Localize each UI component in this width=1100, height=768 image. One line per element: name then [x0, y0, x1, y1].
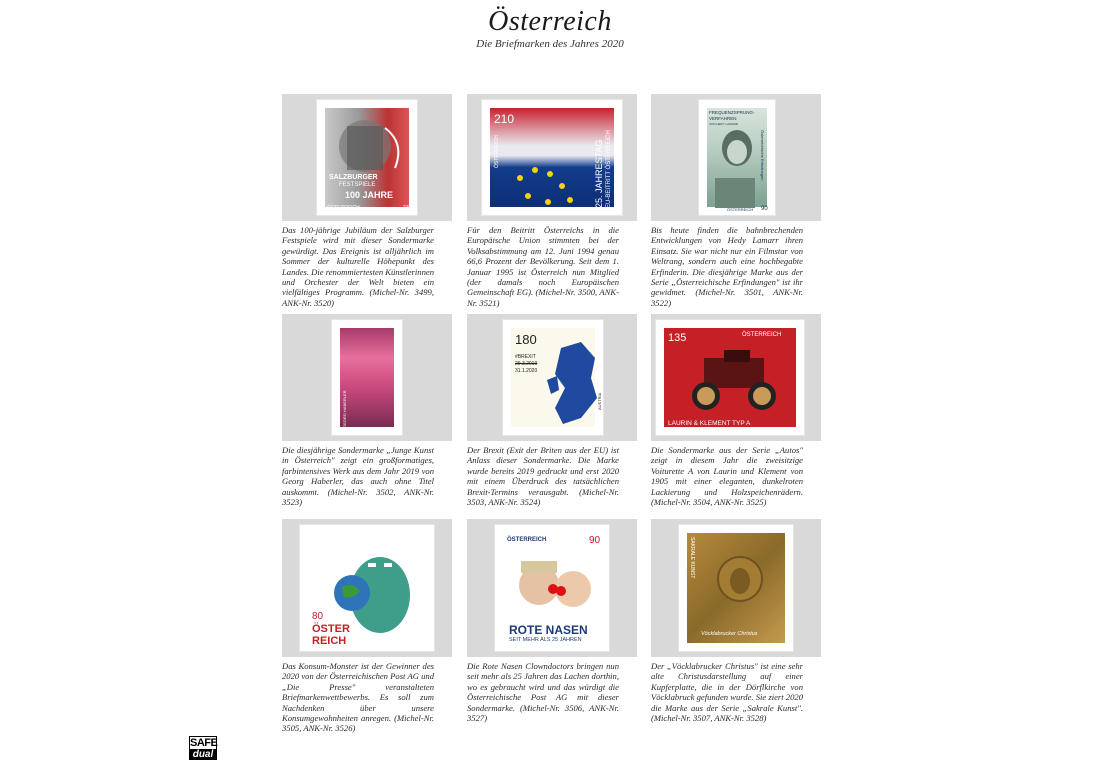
stamp-text: ÖSTERREICH 80	[395, 334, 400, 366]
stamp-caption: Bis heute finden die bahnbrechenden Entwicklungen von Hedy Lamarr ihren Einsatz. Sie war nicht nur ein Filmstar von Weltrang, sondern auch eine hochbegabte Erfinderin. Die diesjährige Marke aus der Serie „Österreichische Erfindungen" ist ihr gewidmet. (Michel-Nr. 3501, ANK-Nr. 3522)	[651, 225, 803, 308]
stamp-country: ÖSTER	[312, 623, 350, 635]
stamp-text: ROTE NASEN	[509, 623, 588, 637]
stamp-caption: Das 100-jährige Jubiläum der Salzburger Festspiele wird mit dieser Sondermarke gewürdigt. Das Ereignis ist alljährlich im Sommer der kulturelle Höhepunkt des Landes. Die renommiertesten Künstlerinnen und Orchester der Welt bieten ein vielfältiges Programm. (Michel-Nr. 3499, ANK-Nr. 3520)	[282, 225, 434, 308]
car-icon	[664, 328, 804, 435]
brand-logo	[189, 736, 217, 766]
stamp-caption: Das Konsum-Monster ist der Gewinner des 2020 von der Österreichischen Post AG und „Die Presse" veranstalteten Briefmarkenwettbewerbs. Es soll zum Nachdenken über unsere Konsumgewohnheiten anregen. (Michel-Nr. 3505, ANK-Nr. 3526)	[282, 661, 434, 734]
stamp-value: 270	[403, 205, 412, 211]
stamp-frame	[651, 314, 821, 441]
stamp-text: Vöcklabrucker Christus	[701, 631, 758, 637]
stamp-value: 90	[761, 206, 768, 212]
stamp-text: FREQUENZSPRUNG-	[709, 110, 755, 115]
stamp-caption: Der Brexit (Exit der Briten aus der EU) ist Anlass dieser Sondermarke. Die Marke wurde bereits 2019 gedruckt und erst 2020 mit einem Überdruck des tatsächlichen Brexit-Termins verausgabt. (Michel-Nr. 3503, ANK-Nr. 3524)	[467, 445, 619, 508]
stamp-value: 135	[668, 332, 687, 344]
stamp-value: 210	[494, 112, 515, 126]
logo-line1: SAFE	[190, 737, 218, 749]
stamp-rote-nasen[interactable]	[495, 525, 609, 651]
stamp-junge-kunst[interactable]	[332, 320, 402, 435]
stamp-eu-beitritt[interactable]	[482, 100, 622, 215]
stamp-text: 25. JAHRESTAG	[594, 139, 604, 208]
stamp-cell-christus	[651, 519, 821, 723]
stamp-text: EU-BEITRITT ÖSTERREICH	[606, 130, 612, 208]
stamp-frame	[467, 94, 637, 221]
page-subtitle: Die Briefmarken des Jahres 2020	[476, 38, 624, 50]
stamp-value: 80	[312, 611, 324, 622]
stamp-text: SEIT MEHR ALS 25 JAHREN	[509, 637, 582, 643]
stamp-country: ÖSTERREICH	[494, 135, 500, 168]
stamp-text: #BREXIT	[515, 354, 536, 360]
stamp-cell-auto	[651, 314, 821, 507]
stamp-frame	[282, 314, 452, 441]
stamp-cell-rote-nasen	[467, 519, 637, 723]
stamp-frame	[282, 519, 452, 657]
stamp-caption: Die Sondermarke aus der Serie „Autos" zeigt in diesem Jahr die zweisitzige Voiturette A von Laurin und Klement von 1905 mit einer eleganten, dunkelroten Lackierung und Holzspeichenrädern. (Michel-Nr. 3504, ANK-Nr. 3525)	[651, 445, 803, 508]
stamp-text: 31.1.2020	[515, 368, 538, 374]
stamp-country: ÖSTERREICH	[727, 207, 754, 212]
stamp-text: VON HEDY LAMARR	[709, 122, 738, 126]
stamp-text: 29.3.2019	[515, 361, 538, 367]
stamp-hedy-lamarr[interactable]	[699, 100, 775, 215]
stamp-text: VERFAHREN	[709, 116, 737, 121]
stamp-cell-salzburg	[282, 94, 452, 308]
stamp-country: REICH	[312, 635, 347, 647]
stamp-text: SALZBURGER	[329, 174, 378, 181]
stamp-brexit[interactable]	[503, 320, 603, 435]
logo-line2: dual	[189, 750, 217, 760]
stamp-caption: Für den Beitritt Österreichs in die Europäische Union stimmten bei der Volksabstimmung am 12. Juni 1994 genau 66,6 Prozent der Bevölkerung. Seit dem 1. Januar 1995 ist Österreich nun Mitglied (der damals noch Europäischen Gemeinschaft EG). (Michel-Nr. 3500, ANK-Nr. 3521)	[467, 225, 619, 308]
stamp-text: 100 JAHRE	[345, 190, 394, 200]
stamp-frame	[651, 94, 821, 221]
stamp-text: FESTSPIELE	[339, 182, 376, 188]
stamp-frame	[467, 519, 637, 657]
stamp-frame	[282, 94, 452, 221]
stamp-text: GEORG HABERLER	[342, 390, 347, 428]
stamp-text: Österreichische Erfindungen	[760, 130, 765, 181]
stamp-text: ÖSTERREICH 135	[783, 537, 789, 580]
stamp-text: SAKRALE KUNST	[689, 537, 695, 579]
stamp-value: 90	[589, 535, 601, 546]
stamp-voecklabrucker-christus[interactable]	[679, 525, 793, 651]
stamp-caption: Die diesjährige Sondermarke „Junge Kunst in Österreich" zeigt ein großformatiges, farbintensives Werk aus dem Jahr 2019 von Georg Haberler, das auch ohne Titel auskommt. (Michel-Nr. 3502, ANK-Nr. 3523)	[282, 445, 434, 508]
stamp-konsum-monster[interactable]	[300, 525, 434, 651]
stamp-cell-haberler	[282, 314, 452, 507]
stamp-caption: Die Rote Nasen Clowndoctors bringen nun seit mehr als 25 Jahren das Lachen dorthin, wo es gebraucht wird und das würdigt die Österreichische Post AG mit dieser Sondermarke. (Michel-Nr. 3506, ANK-Nr. 3527)	[467, 661, 619, 724]
stamp-salzburger-festspiele[interactable]	[317, 100, 417, 215]
stamp-caption: Der „Vöcklabrucker Christus" ist eine sehr alte Christusdarstellung auf einer Kupferplatte, die in der Dörflkirche von Vöcklabruck gefunden wurde. Sie ziert 2020 die Marke aus der Serie „Sakrale Kunst". (Michel-Nr. 3507, ANK-Nr. 3528)	[651, 661, 803, 724]
stamp-value: 180	[515, 332, 537, 347]
stamp-country: ÖSTERREICH	[742, 332, 782, 338]
page-title: Österreich	[488, 6, 612, 37]
stamp-frame	[651, 519, 821, 657]
stamp-cell-lamarr	[651, 94, 821, 308]
stamp-cell-brexit	[467, 314, 637, 507]
stamp-laurin-klement[interactable]	[656, 320, 804, 435]
stamp-cell-eu	[467, 94, 637, 308]
stamp-country: AUSTRIA	[597, 392, 602, 410]
stamp-frame	[467, 314, 637, 441]
stamp-cell-monster	[282, 519, 452, 734]
stamp-text: LAURIN & KLEMENT TYP A	[668, 420, 751, 427]
stamp-country: ÖSTERREICH	[327, 205, 360, 211]
stamp-country: ÖSTERREICH	[507, 537, 547, 543]
